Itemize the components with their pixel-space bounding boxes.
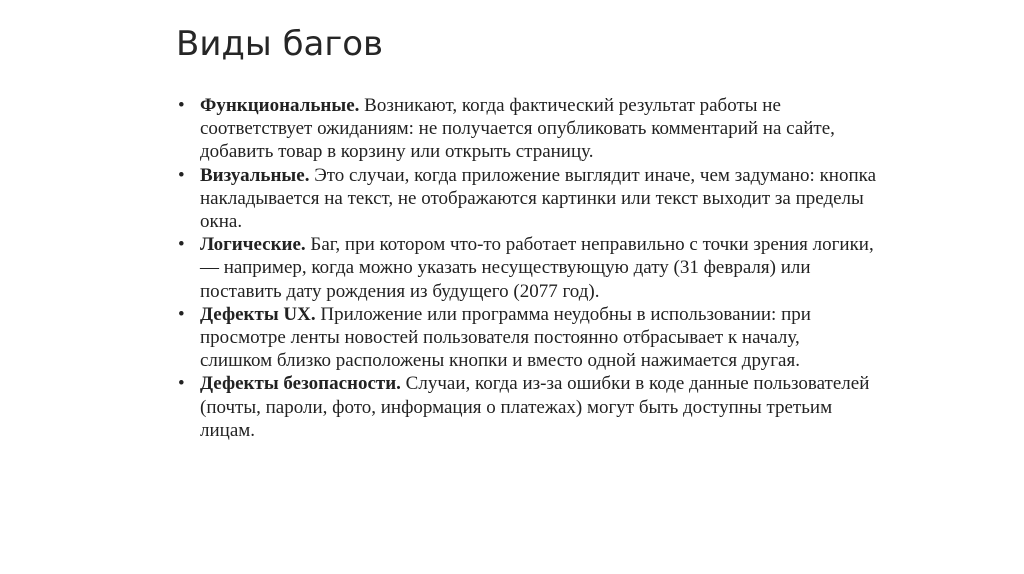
item-term: Дефекты UX. [200, 303, 321, 325]
bullet-icon: • [178, 373, 185, 395]
slide-title: Виды багов [176, 24, 384, 64]
list-item-logical [176, 233, 876, 303]
item-term: Дефекты безопасности. [200, 373, 406, 395]
bullet-list [176, 94, 876, 442]
bullet-icon: • [178, 303, 185, 325]
item-text: Это случаи, когда приложение выглядит иначе, чем задумано: кнопка накладывается на текст, не отображаются картинки или текст выходит за пределы окна. [200, 164, 877, 233]
bullet-icon: • [178, 95, 185, 116]
bullet-icon: • [178, 164, 185, 186]
item-term: Логические. [200, 234, 311, 256]
item-text: Баг, при котором что-то работает неправильно с точки зрения логики, — например, когда можно указать несуществующую дату (31 февраля) или поставить дату рождения из будущего (2077 год). [200, 234, 874, 302]
list-item-functional [176, 94, 876, 164]
list-item-ux [176, 303, 876, 373]
item-term: Функциональные. [200, 95, 365, 116]
item-term: Визуальные. [200, 164, 315, 186]
bullet-icon: • [178, 234, 185, 256]
list-item-visual [176, 164, 876, 234]
item-text: Приложение или программа неудобны в использовании: при просмотре ленты новостей пользователя постоянно отбрасывает к началу, слишком близко расположены кнопки и вместо одной нажимается другая. [200, 303, 811, 372]
item-text: Возникают, когда фактический результат работы не соответствует ожиданиям: не получается опубликовать комментарий на сайте, добавить товар в корзину или открыть страницу. [200, 95, 835, 163]
list-item-security [176, 372, 876, 442]
item-text: Случаи, когда из-за ошибки в коде данные пользователей (почты, пароли, фото, информация о платежах) могут быть доступны третьим лицам. [200, 373, 870, 441]
